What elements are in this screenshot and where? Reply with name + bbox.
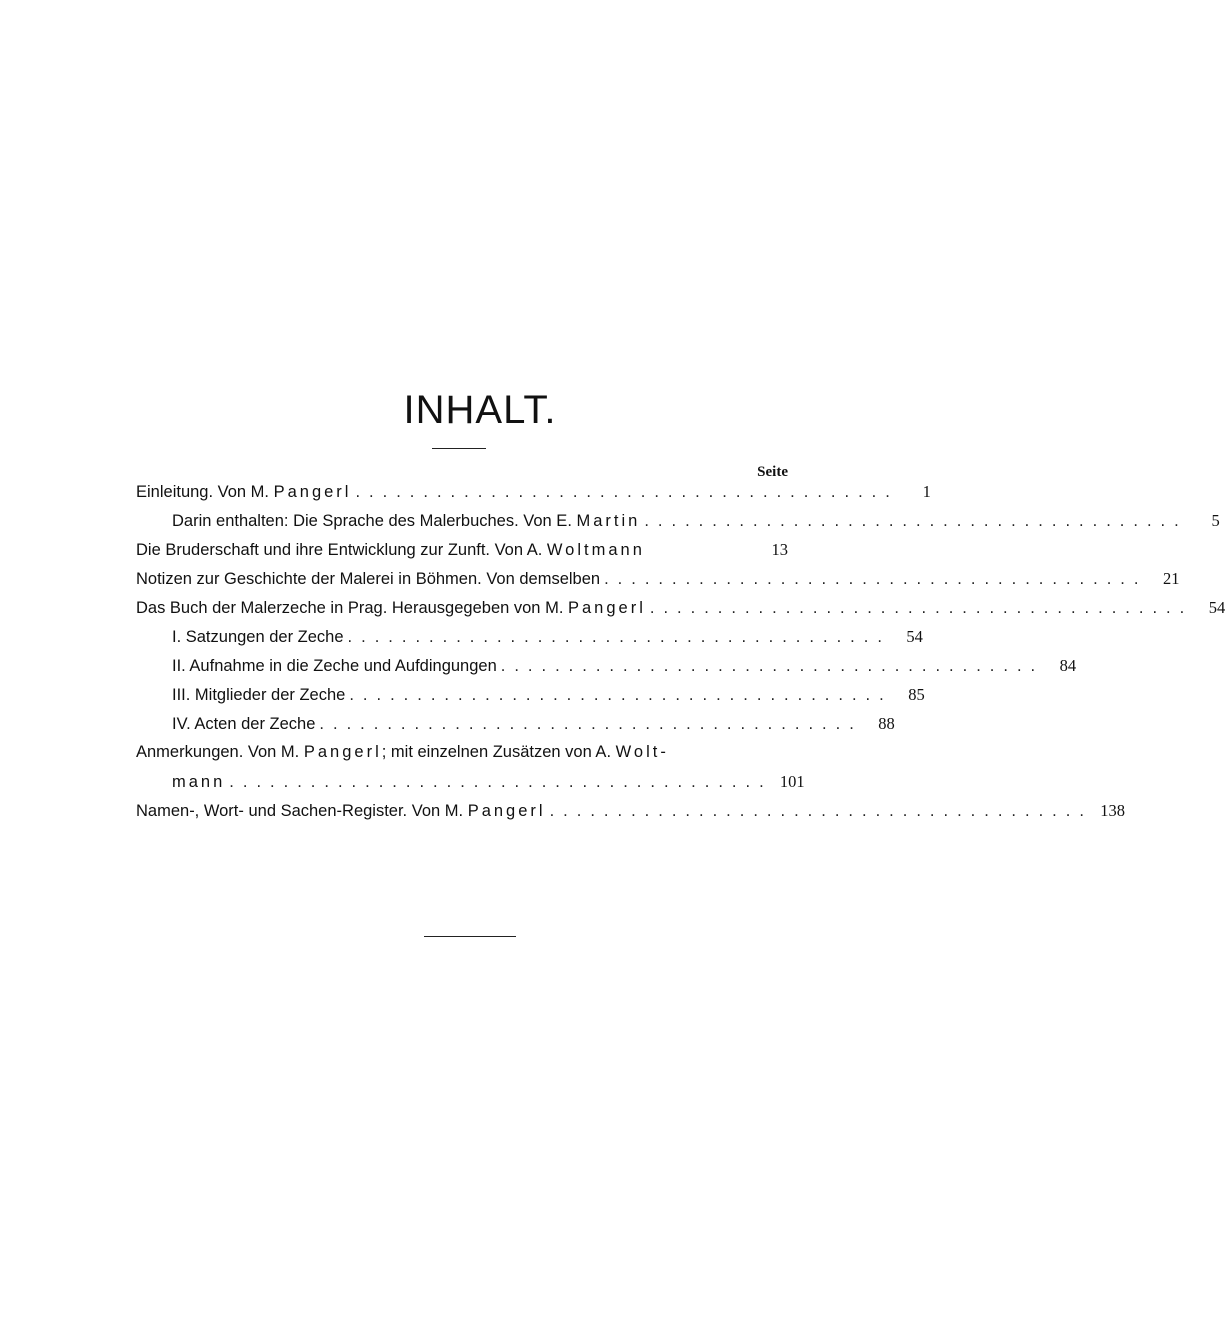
toc-entry bbox=[136, 685, 925, 714]
toc-page-number: 1 bbox=[922, 482, 931, 501]
toc-entry bbox=[136, 482, 931, 511]
toc-entry-title: II. Aufnahme in die Zeche und Aufdingungen bbox=[172, 657, 497, 675]
table-of-contents bbox=[136, 482, 1225, 830]
toc-entry bbox=[136, 714, 895, 743]
closing-divider bbox=[424, 936, 516, 937]
toc-entry bbox=[136, 540, 788, 569]
toc-leader: ........................................ bbox=[500, 657, 1045, 675]
toc-page-number: 5 bbox=[1211, 511, 1220, 530]
toc-leader: ........................................ bbox=[229, 773, 773, 791]
toc-entry-title: Namen-, Wort- und Sachen-Register. Von M. Pangerl bbox=[136, 802, 546, 820]
toc-entry bbox=[136, 511, 1220, 540]
toc-leader: ........................................ bbox=[319, 715, 863, 733]
toc-page-number: 85 bbox=[908, 685, 925, 704]
toc-entry bbox=[136, 598, 1225, 627]
toc-entry-title: Darin enthalten: Die Sprache des Malerbuches. Von E. Martin bbox=[172, 512, 641, 530]
toc-entry bbox=[136, 627, 923, 656]
seite-label: Seite bbox=[757, 464, 788, 480]
toc-entry-title: IV. Acten der Zeche bbox=[172, 715, 316, 733]
toc-leader: ........................................ bbox=[649, 599, 1194, 617]
title-divider bbox=[432, 448, 486, 449]
toc-entry-title: Notizen zur Geschichte der Malerei in Böhmen. Von demselben bbox=[136, 570, 601, 588]
toc-page-number: 54 bbox=[906, 627, 923, 646]
toc-entry-title: Das Buch der Malerzeche in Prag. Herausgegeben von M. Pangerl bbox=[136, 599, 646, 617]
toc-entry-title: mann bbox=[172, 773, 226, 791]
toc-page-number: 101 bbox=[779, 772, 805, 791]
toc-page-number: 88 bbox=[878, 714, 895, 733]
toc-entry bbox=[136, 801, 1125, 830]
toc-page-number: 138 bbox=[1100, 801, 1125, 820]
page-title: INHALT. bbox=[403, 388, 557, 432]
toc-entry-title: Einleitung. Von M. Pangerl bbox=[136, 483, 352, 501]
toc-entry bbox=[136, 772, 805, 801]
toc-leader: ........................................ bbox=[349, 686, 893, 704]
toc-leader: ........................................ bbox=[644, 512, 1188, 530]
toc-entry bbox=[136, 656, 1077, 685]
toc-entry-title: Anmerkungen. Von M. Pangerl; mit einzelnen Zusätzen von A. Wolt- bbox=[136, 743, 669, 761]
toc-entry-title: I. Satzungen der Zeche bbox=[172, 628, 344, 646]
toc-entry-title: Die Bruderschaft und ihre Entwicklung zur Zunft. Von A. Woltmann bbox=[136, 541, 645, 559]
toc-page-number: 21 bbox=[1162, 569, 1180, 588]
toc-entry bbox=[136, 743, 788, 772]
toc-leader: ........................................ bbox=[347, 628, 891, 646]
toc-leader: ........................................ bbox=[355, 483, 899, 501]
toc-leader: ........................................ bbox=[549, 802, 1093, 820]
toc-entry bbox=[136, 569, 1180, 598]
toc-page-number: 84 bbox=[1059, 656, 1077, 675]
toc-page-number: 13 bbox=[771, 540, 788, 559]
toc-entry-title: III. Mitglieder der Zeche bbox=[172, 686, 346, 704]
toc-page-number: 54 bbox=[1208, 598, 1225, 617]
toc-leader: ........................................ bbox=[604, 570, 1148, 588]
